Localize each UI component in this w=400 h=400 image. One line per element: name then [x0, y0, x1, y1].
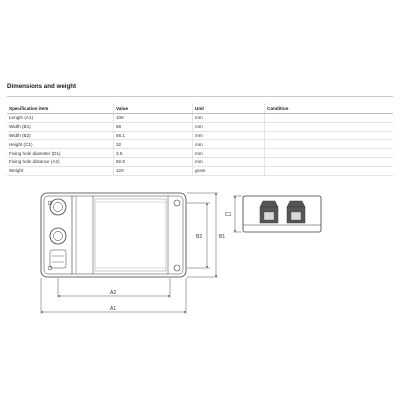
cell-value: 68 — [114, 122, 193, 131]
enclosure-outline — [41, 193, 186, 277]
fixing-hole — [174, 265, 180, 271]
column-header-specification-item: Specification item — [7, 103, 114, 114]
dimension-b1-label: B1 — [219, 234, 226, 240]
cable-gland-top — [50, 199, 66, 215]
cell-item: Weight — [7, 166, 114, 175]
side-connector-left — [260, 201, 278, 207]
cell-value: 108 — [114, 114, 193, 123]
cell-item: Height (C1) — [7, 140, 114, 149]
cable-gland-middle-inner — [54, 232, 63, 241]
enclosure-inner-rim — [44, 196, 183, 274]
cell-item: Width (B1) — [7, 122, 114, 131]
cell-item: Width (B2) — [7, 131, 114, 140]
dimension-b2-label: B2 — [196, 234, 203, 240]
cell-unit: gram — [193, 166, 265, 175]
dimension-a2-label: A2 — [110, 290, 117, 296]
cell-unit: mm — [193, 140, 265, 149]
fixing-hole — [174, 200, 180, 206]
cell-item: Length (A1) — [7, 114, 114, 123]
enclosure-side-view — [243, 196, 321, 232]
dimension-a1-label: A1 — [110, 306, 117, 312]
cell-value: 56.1 — [114, 131, 193, 140]
cable-gland-top-inner — [54, 203, 63, 212]
cell-item: Fixing hole diameter (D1) — [7, 149, 114, 158]
side-connector-left-port — [264, 212, 274, 220]
cell-unit: mm — [193, 114, 265, 123]
dimension-lines-side — [233, 196, 242, 232]
enclosure-top-view — [41, 193, 186, 277]
cell-item: Fixing hole distance (A2) — [7, 157, 114, 166]
cell-unit: mm — [193, 149, 265, 158]
cell-unit: mm — [193, 131, 265, 140]
column-header-condition: Condition — [265, 103, 394, 114]
cell-value: 3.6 — [114, 149, 193, 158]
cell-value: 120 — [114, 166, 193, 175]
cell-unit: mm — [193, 157, 265, 166]
side-connector-right-port — [291, 212, 301, 220]
section-title: Dimensions and weight — [7, 83, 77, 90]
column-header-unit: Unit — [193, 103, 265, 114]
column-header-value: Value — [114, 103, 193, 114]
dimension-lines — [41, 193, 218, 314]
cell-value: 32 — [114, 140, 193, 149]
dimension-c1-label: C1 — [225, 212, 232, 218]
cable-gland-middle — [50, 228, 66, 244]
side-connector-right — [287, 201, 305, 207]
cell-value: 92.9 — [114, 157, 193, 166]
connector-block — [50, 250, 66, 268]
cell-unit: mm — [193, 122, 265, 131]
side-outline — [243, 196, 321, 232]
lid-panel — [95, 199, 166, 271]
